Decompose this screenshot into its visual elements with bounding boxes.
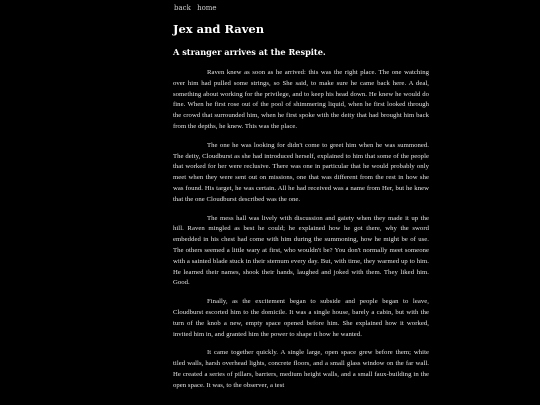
story-paragraph: Raven knew as soon as he arrived: this was the right place. The one watching over him had pulled some strings, so She said, to make sure he came back here. A deal, something about working for the privilege, and to keep his head down. He knew he would do fine. When he first rose out of the pool of shimmering liquid, when he first looked through the crowd that surrounded him, when he first spoke with the deity that had brought him back from the depths, he knew. This was the place. xyxy=(173,69,429,130)
story-subtitle: A stranger arrives at the Respite. xyxy=(173,47,326,57)
story-paragraph: It came together quickly. A single large, open space grew before them; white tiled walls, harsh overhead lights, concrete floors, and a small glass window on the far wall. He created a series of pillars, barriers, medium height walls, and a small faux-building in the open space. It was, to the observer, a test xyxy=(173,349,429,389)
story-paragraph: The mess hall was lively with discussion and gaiety when they made it up the hill. Raven mingled as best he could; he explained how he got there, why the sword embedded in his chest had come with him during the summoning, how he might be of use. The others seemed a little wary at first, who wouldn't be? You don't normally meet someone with a sainted blade stuck in their sternum every day. But, with time, they warmed up to him. He learned their names, shook their hands, laughed and joked with them. They liked him. Good. xyxy=(173,214,429,287)
back-link[interactable]: back xyxy=(174,4,191,12)
story-body xyxy=(173,68,429,392)
story-title: Jex and Raven xyxy=(173,22,265,36)
story-paragraph: The one he was looking for didn't come to greet him when he was summoned. The deity, Cloudburst as she had introduced herself, explained to him that some of the people that worked for her were reclusive. There was one in particular that he would probably only meet when they were sent out on missions, one that was different from the rest in how she was found. His target, he was certain. All he had received was a name from Her, but he knew that the one Cloudburst described was the one. xyxy=(173,141,429,203)
story-paragraph: Finally, as the excitement began to subside and people began to leave, Cloudburst escorted him to the domicile. It was a single house, barely a cabin, but with the turn of the knob a new, empty space opened before him. She explained how it worked, invited him in, and granted him the power to shape it how he wanted. xyxy=(173,298,429,338)
top-nav xyxy=(174,4,221,13)
story-content xyxy=(173,22,429,400)
home-link[interactable]: home xyxy=(197,4,217,12)
